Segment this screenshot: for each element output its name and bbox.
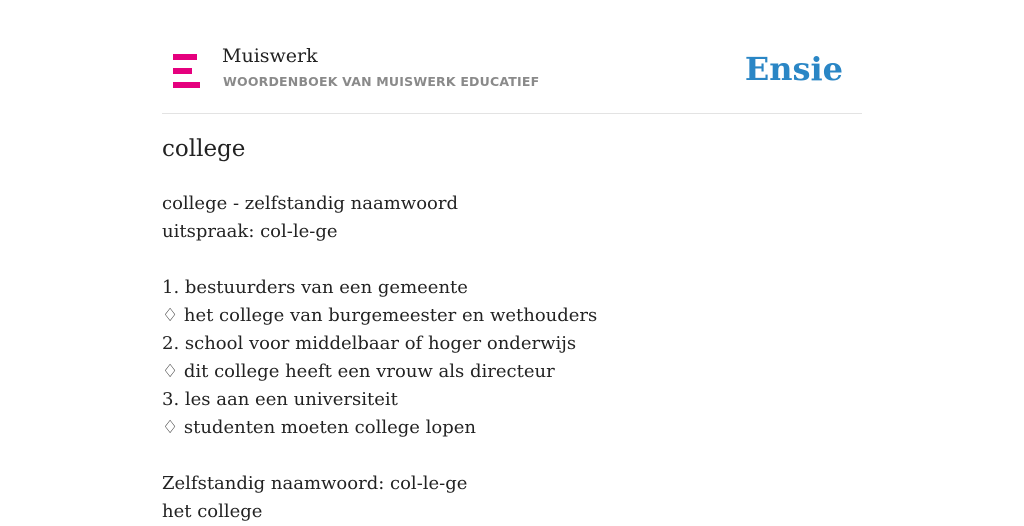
- muiswerk-logo-icon[interactable]: [173, 54, 200, 88]
- entry-line: het college: [162, 501, 263, 522]
- entry-line: ♢ dit college heeft een vrouw als directeur: [162, 361, 555, 382]
- site-subtitle: WOORDENBOEK VAN MUISWERK EDUCATIEF: [223, 74, 540, 89]
- entry-line: 2. school voor middelbaar of hoger onderwijs: [162, 333, 577, 354]
- logo-bar-middle: [173, 68, 192, 74]
- ensie-brand-link[interactable]: Ensie: [744, 50, 843, 88]
- logo-bar-top: [173, 54, 197, 60]
- entry-line: 3. les aan een universiteit: [162, 389, 398, 410]
- logo-bar-bottom: [173, 82, 200, 88]
- site-name[interactable]: Muiswerk: [222, 45, 318, 67]
- entry-line: college - zelfstandig naamwoord: [162, 193, 458, 214]
- entry-line: Zelfstandig naamwoord: col-le-ge: [162, 473, 468, 494]
- entry-line: [162, 246, 597, 274]
- page-container: [162, 0, 862, 522]
- entry-line: ♢ het college van burgemeester en wethouders: [162, 305, 598, 326]
- site-header: [162, 0, 862, 114]
- entry-line: 1. bestuurders van een gemeente: [162, 277, 468, 298]
- entry-line: uitspraak: col-le-ge: [162, 221, 338, 242]
- entry-content: [162, 190, 597, 526]
- page-title: college: [162, 136, 246, 162]
- entry-line: [162, 442, 597, 470]
- entry-line: ♢ studenten moeten college lopen: [162, 417, 476, 438]
